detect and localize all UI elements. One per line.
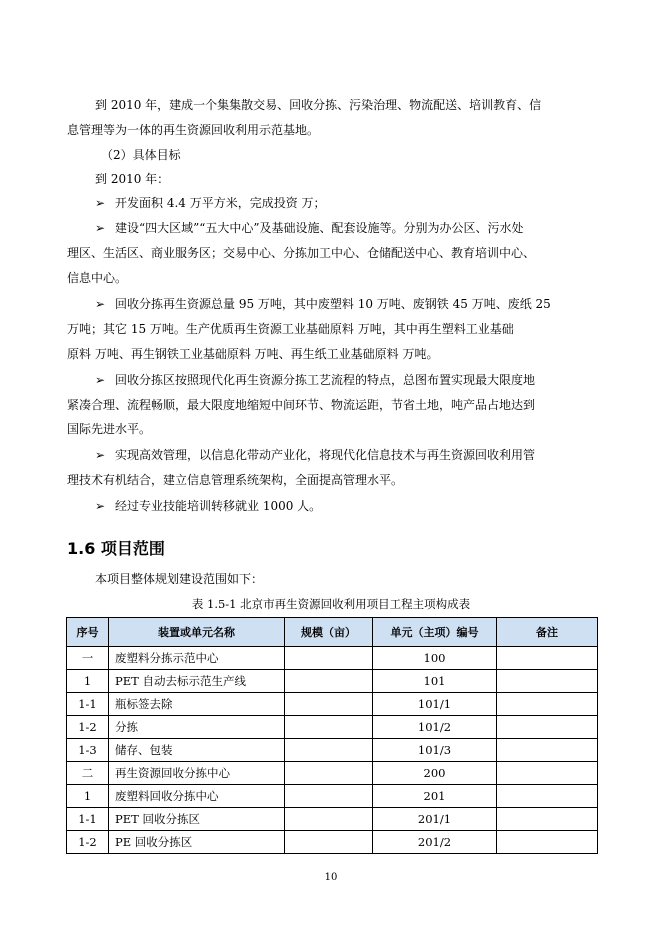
table-caption: 表 1.5-1 北京市再生资源回收利用项目工程主项构成表 (191, 597, 471, 611)
table-row (67, 785, 598, 808)
cell-remarks (497, 831, 598, 854)
bullet-text: 建设“四大区域”“五大中心”及基础设施、配套设施等。分别为办公区、污水处 (115, 221, 524, 235)
bullet-text: 经过专业技能培训转移就业 1000 人。 (115, 499, 322, 513)
paragraph-line: 紧凑合理、流程畅顺，最大限度地缩短中间环节、物流运距，节省土地，吨产品占地达到 (67, 398, 536, 412)
bullet-text: 开发面积 4.4 万平方米，完成投资 万； (115, 196, 326, 210)
bullet-item (95, 220, 524, 236)
paragraph-line: 理技术有机结合，建立信息管理系统架构，全面提高管理水平。 (67, 473, 404, 487)
paragraph-line: 国际先进水平。 (67, 422, 152, 436)
cell-scale (285, 785, 373, 808)
cell-scale (285, 808, 373, 831)
arrow-bullet-icon: ➢ (95, 499, 106, 513)
cell-scale (285, 693, 373, 716)
cell-name: 废塑料回收分拣中心 (109, 785, 285, 808)
cell-index: 1 (67, 785, 109, 808)
cell-code: 201/1 (373, 808, 497, 831)
page-number: 10 (324, 872, 338, 883)
paragraph-line: 到 2010 年，建成一个集集散交易、回收分拣、污染治理、物流配送、培训教育、信 (95, 98, 542, 112)
cell-name: PET 回收分拣区 (109, 808, 285, 831)
paragraph-line: 理区、生活区、商业服务区；交易中心、分拣加工中心、仓储配送中心、教育培训中心、 (67, 246, 536, 260)
cell-remarks (497, 762, 598, 785)
arrow-bullet-icon: ➢ (95, 373, 106, 387)
table-row (67, 716, 598, 739)
cell-name: 再生资源回收分拣中心 (109, 762, 285, 785)
cell-code: 101/2 (373, 716, 497, 739)
bullet-item (95, 498, 321, 514)
cell-remarks (497, 693, 598, 716)
cell-index: 一 (67, 647, 109, 670)
cell-scale (285, 716, 373, 739)
cell-name: 分拣 (109, 716, 285, 739)
table-row (67, 647, 598, 670)
header-cell-name: 装置或单元名称 (109, 618, 285, 647)
cell-name: PE 回收分拣区 (109, 831, 285, 854)
section-heading: 1.6 项目范围 (67, 539, 165, 558)
arrow-bullet-icon: ➢ (95, 448, 106, 462)
paragraph-line: 万吨；其它 15 万吨。生产优质再生资源工业基础原料 万吨，其中再生塑料工业基础 (67, 322, 514, 336)
bullet-text: 实现高效管理，以信息化带动产业化，将现代化信息技术与再生资源回收利用管 (115, 448, 536, 462)
cell-name: 储存、包装 (109, 739, 285, 762)
cell-code: 101 (373, 670, 497, 693)
cell-name: 瓶标签去除 (109, 693, 285, 716)
cell-index: 二 (67, 762, 109, 785)
arrow-bullet-icon: ➢ (95, 221, 106, 235)
table-row (67, 670, 598, 693)
table-header-row (67, 618, 598, 647)
cell-index: 1-2 (67, 831, 109, 854)
bullet-text: 回收分拣再生资源总量 95 万吨，其中废塑料 10 万吨、废钢铁 45 万吨、废纸 25 (115, 297, 551, 311)
project-components-table (66, 617, 598, 854)
bullet-text: 回收分拣区按照现代化再生资源分拣工艺流程的特点，总图布置实现最大限度地 (115, 373, 536, 387)
cell-scale (285, 739, 373, 762)
cell-scale (285, 647, 373, 670)
arrow-bullet-icon: ➢ (95, 297, 106, 311)
cell-index: 1-1 (67, 808, 109, 831)
table-row (67, 739, 598, 762)
paragraph-line: 息管理等为一体的再生资源回收利用示范基地。 (67, 123, 320, 137)
cell-remarks (497, 647, 598, 670)
cell-remarks (497, 716, 598, 739)
table-row (67, 831, 598, 854)
table-row (67, 808, 598, 831)
cell-scale (285, 670, 373, 693)
intro-text: 本项目整体规划建设范围如下： (95, 572, 264, 586)
arrow-bullet-icon: ➢ (95, 196, 106, 210)
cell-remarks (497, 808, 598, 831)
header-cell-scale: 规模（亩） (285, 618, 373, 647)
cell-index: 1-2 (67, 716, 109, 739)
cell-code: 101/1 (373, 693, 497, 716)
cell-index: 1-1 (67, 693, 109, 716)
cell-code: 101/3 (373, 739, 497, 762)
header-cell-index: 序号 (67, 618, 109, 647)
cell-remarks (497, 785, 598, 808)
subheading: （2）具体目标 (101, 148, 181, 162)
cell-code: 200 (373, 762, 497, 785)
bullet-item (95, 372, 535, 388)
table-row (67, 762, 598, 785)
cell-scale (285, 831, 373, 854)
cell-scale (285, 762, 373, 785)
cell-code: 201/2 (373, 831, 497, 854)
cell-index: 1 (67, 670, 109, 693)
cell-remarks (497, 739, 598, 762)
table-row (67, 693, 598, 716)
cell-remarks (497, 670, 598, 693)
bullet-item (95, 195, 326, 211)
paragraph-line: 信息中心。 (67, 271, 128, 285)
bullet-item (95, 296, 551, 312)
cell-code: 100 (373, 647, 497, 670)
cell-index: 1-3 (67, 739, 109, 762)
paragraph-line: 原料 万吨、再生钢铁工业基础原料 万吨、再生纸工业基础原料 万吨。 (67, 347, 439, 361)
cell-name: 废塑料分拣示范中心 (109, 647, 285, 670)
header-cell-remarks: 备注 (497, 618, 598, 647)
cell-name: PET 自动去标示范生产线 (109, 670, 285, 693)
cell-code: 201 (373, 785, 497, 808)
header-cell-unit-code: 单元（主项）编号 (373, 618, 497, 647)
bullet-item (95, 447, 535, 463)
paragraph-line: 到 2010 年： (95, 172, 170, 186)
